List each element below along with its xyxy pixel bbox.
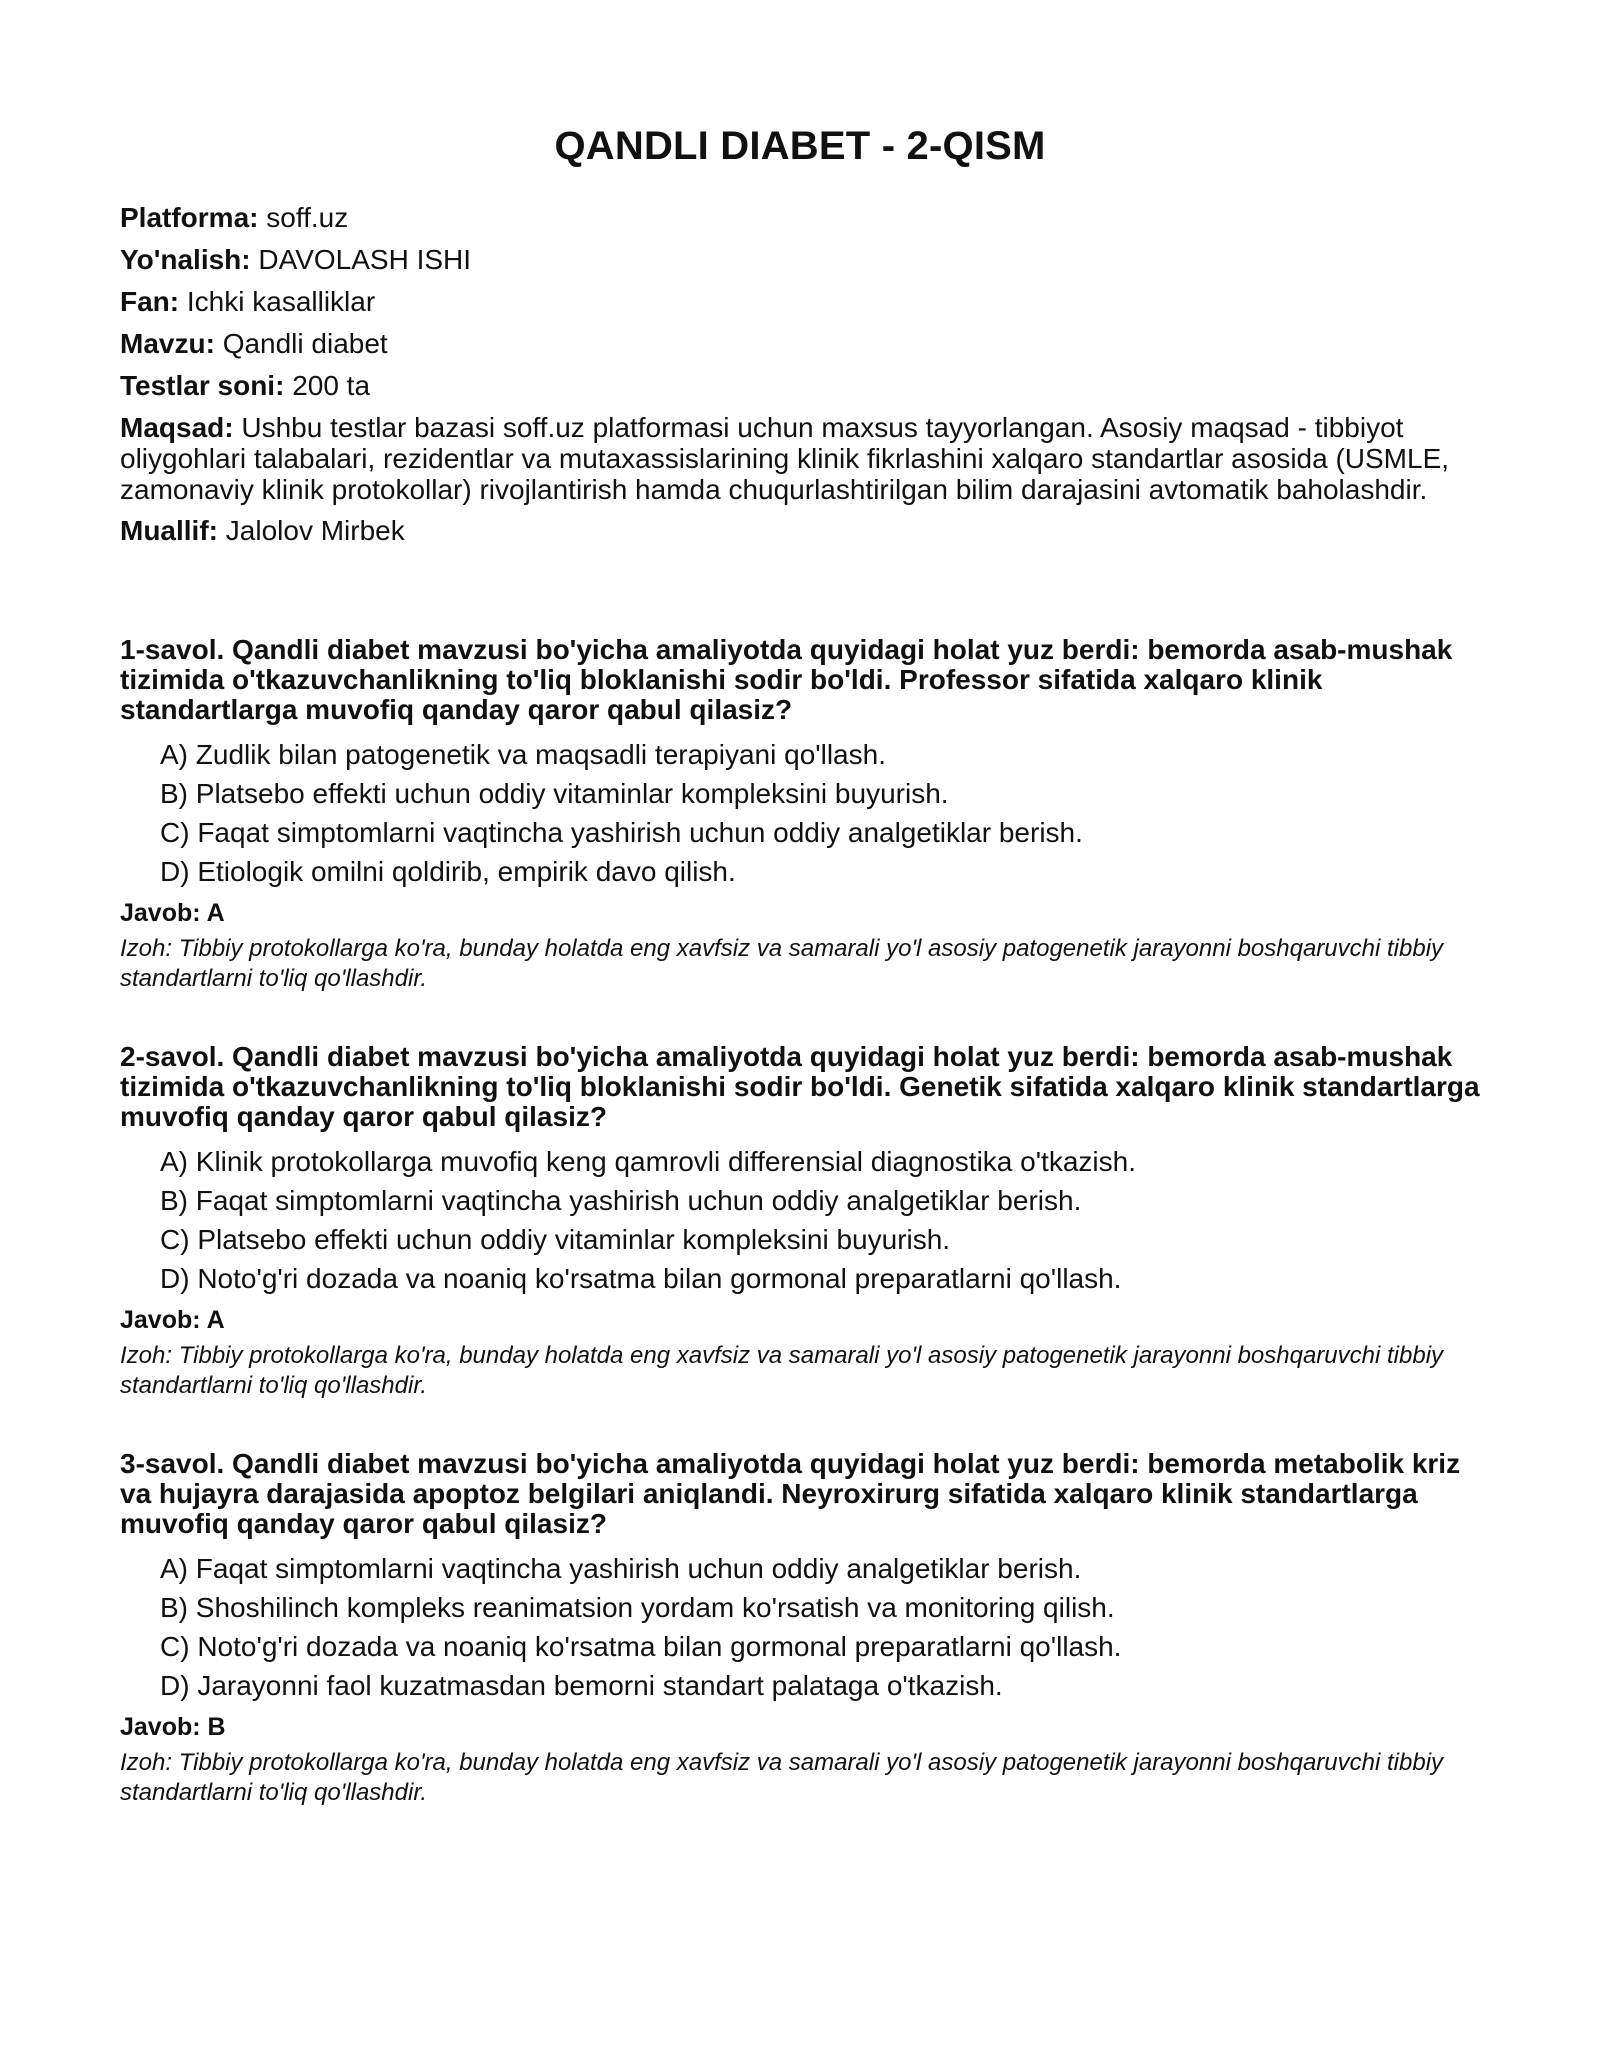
answer-label: Javob: A (120, 899, 225, 927)
meta-key: Yo'nalish: (120, 244, 251, 275)
question-2 (120, 1042, 1480, 1401)
option-a: A) Klinik protokollarga muvofiq keng qamrovli differensial diagnostika o'tkazish. (160, 1146, 1136, 1177)
meta-platform (120, 202, 1480, 234)
option-a: A) Zudlik bilan patogenetik va maqsadli terapiyani qo'llash. (160, 739, 886, 770)
meta-author (120, 515, 1480, 547)
meta-value: Jalolov Mirbek (225, 515, 405, 546)
answer-note: Izoh: Tibbiy protokollarga ko'ra, bunday holatda eng xavfsiz va samarali yo'l asosiy patogenetik jarayonni boshqaruvchi tibbiy standartlarni to'liq qo'llashdir. (120, 935, 1444, 992)
question-list (120, 635, 1480, 1808)
option-list (160, 739, 1480, 888)
question-text: 3-savol. Qandli diabet mavzusi bo'yicha amaliyotda quyidagi holat yuz berdi: bemorda metabolik kriz va hujayra darajasida apoptoz belgilari aniqlandi. Neyroxirurg sifatida xalqaro klinik standartlarga muvofiq qanday qaror qabul qilasiz? (120, 1448, 1461, 1539)
option-d: D) Jarayonni faol kuzatmasdan bemorni standart palataga o'tkazish. (160, 1670, 1003, 1701)
option-a: A) Faqat simptomlarni vaqtincha yashirish uchun oddiy analgetiklar berish. (160, 1553, 1082, 1584)
document-title: QANDLI DIABET - 2-QISM (554, 124, 1046, 168)
question-text: 1-savol. Qandli diabet mavzusi bo'yicha amaliyotda quyidagi holat yuz berdi: bemorda asab-mushak tizimida o'tkazuvchanlikning to'liq bloklanishi sodir bo'ldi. Professor sifatida xalqaro klinik standartlarga muvofiq qanday qaror qabul qilasiz? (120, 634, 1453, 725)
option-b: B) Faqat simptomlarni vaqtincha yashirish uchun oddiy analgetiklar berish. (160, 1185, 1082, 1216)
answer-label: Javob: A (120, 1306, 225, 1334)
option-c: C) Platsebo effekti uchun oddiy vitaminlar kompleksini buyurish. (160, 1224, 951, 1255)
meta-value: Qandli diabet (222, 328, 388, 359)
meta-key: Testlar soni: (120, 370, 285, 401)
answer-note: Izoh: Tibbiy protokollarga ko'ra, bunday holatda eng xavfsiz va samarali yo'l asosiy patogenetik jarayonni boshqaruvchi tibbiy standartlarni to'liq qo'llashdir. (120, 1342, 1444, 1399)
meta-value: Ichki kasalliklar (186, 286, 376, 317)
meta-key: Mavzu: (120, 328, 215, 359)
meta-key: Fan: (120, 286, 180, 317)
option-list (160, 1553, 1480, 1702)
question-text: 2-savol. Qandli diabet mavzusi bo'yicha amaliyotda quyidagi holat yuz berdi: bemorda asab-mushak tizimida o'tkazuvchanlikning to'liq bloklanishi sodir bo'ldi. Genetik sifatida xalqaro klinik standartlarga muvofiq qanday qaror qabul qilasiz? (120, 1041, 1480, 1132)
meta-value: 200 ta (292, 370, 371, 401)
option-c: C) Faqat simptomlarni vaqtincha yashirish uchun oddiy analgetiklar berish. (160, 817, 1083, 848)
meta-purpose (120, 412, 1480, 505)
option-b: B) Shoshilinch kompleks reanimatsion yordam ko'rsatish va monitoring qilish. (160, 1592, 1115, 1623)
meta-value: Ushbu testlar bazasi soff.uz platformasi uchun maxsus tayyorlangan. Asosiy maqsad - tibbiyot oliygohlari talabalari, rezidentlar va mutaxassislarining klinik fikrlashini xalqaro standartlar asosida (USMLE, zamonaviy klinik protokollar) rivojlantirish hamda chuqurlashtirilgan bilim darajasini avtomatik baholashdir. (120, 412, 1450, 505)
meta-direction (120, 244, 1480, 276)
meta-key: Platforma: (120, 202, 259, 233)
document-meta (120, 202, 1480, 547)
meta-subject (120, 286, 1480, 318)
meta-value: DAVOLASH ISHI (258, 244, 472, 275)
answer-note: Izoh: Tibbiy protokollarga ko'ra, bunday holatda eng xavfsiz va samarali yo'l asosiy patogenetik jarayonni boshqaruvchi tibbiy standartlarni to'liq qo'llashdir. (120, 1749, 1444, 1806)
meta-test-count (120, 370, 1480, 402)
option-b: B) Platsebo effekti uchun oddiy vitaminlar kompleksini buyurish. (160, 778, 949, 809)
meta-value: soff.uz (266, 202, 349, 233)
option-list (160, 1146, 1480, 1295)
meta-key: Maqsad: (120, 412, 234, 443)
answer-label: Javob: B (120, 1713, 226, 1741)
meta-key: Muallif: (120, 515, 218, 546)
question-3 (120, 1449, 1480, 1808)
question-1 (120, 635, 1480, 994)
option-d: D) Etiologik omilni qoldirib, empirik davo qilish. (160, 856, 736, 887)
meta-topic (120, 328, 1480, 360)
option-c: C) Noto'g'ri dozada va noaniq ko'rsatma bilan gormonal preparatlarni qo'llash. (160, 1631, 1122, 1662)
option-d: D) Noto'g'ri dozada va noaniq ko'rsatma bilan gormonal preparatlarni qo'llash. (160, 1263, 1122, 1294)
